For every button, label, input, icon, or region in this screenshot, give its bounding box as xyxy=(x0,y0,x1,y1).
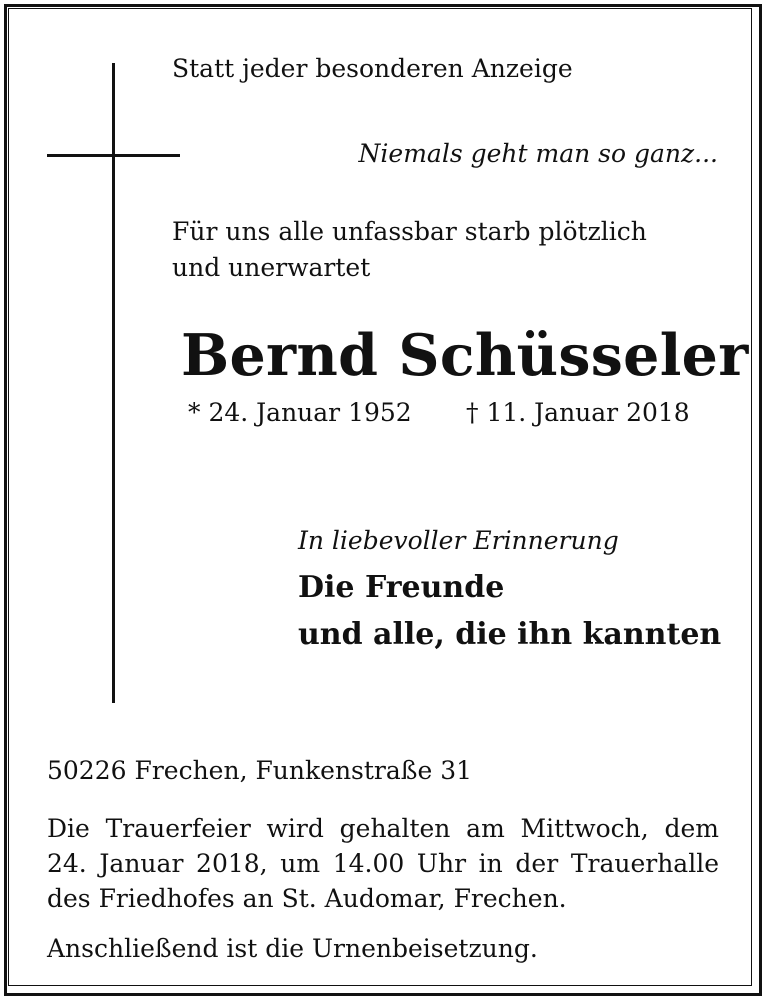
death-date: † 11. Januar 2018 xyxy=(466,398,690,427)
memory-line: In liebevoller Erinnerung xyxy=(298,526,619,555)
intro-line-1: Für uns alle unfassbar starb plötzlich xyxy=(172,217,647,246)
deceased-name: Bernd Schüsseler xyxy=(181,322,749,389)
cross-horizontal-bar xyxy=(47,154,180,157)
cross-vertical-bar xyxy=(112,63,115,703)
ceremony-paragraph xyxy=(47,811,719,916)
signatory-line-2: und alle, die ihn kannten xyxy=(298,617,722,652)
motto: Niemals geht man so ganz... xyxy=(358,139,718,168)
ceremony-line: Die Trauerfeier wird gehalten am Mittwoch, dem xyxy=(47,814,719,843)
intro-line-2: und unerwartet xyxy=(172,253,371,282)
notice-header: Statt jeder besonderen Anzeige xyxy=(172,54,573,83)
address: 50226 Frechen, Funkenstraße 31 xyxy=(47,756,473,785)
ceremony-line: des Friedhofes an St. Audomar, Frechen. xyxy=(47,884,567,913)
final-note: Anschließend ist die Urnenbeisetzung. xyxy=(47,934,538,963)
ceremony-line: 24. Januar 2018, um 14.00 Uhr in der Trauerhalle xyxy=(47,849,719,878)
birth-date: * 24. Januar 1952 xyxy=(188,398,412,427)
signatory-line-1: Die Freunde xyxy=(298,570,505,605)
